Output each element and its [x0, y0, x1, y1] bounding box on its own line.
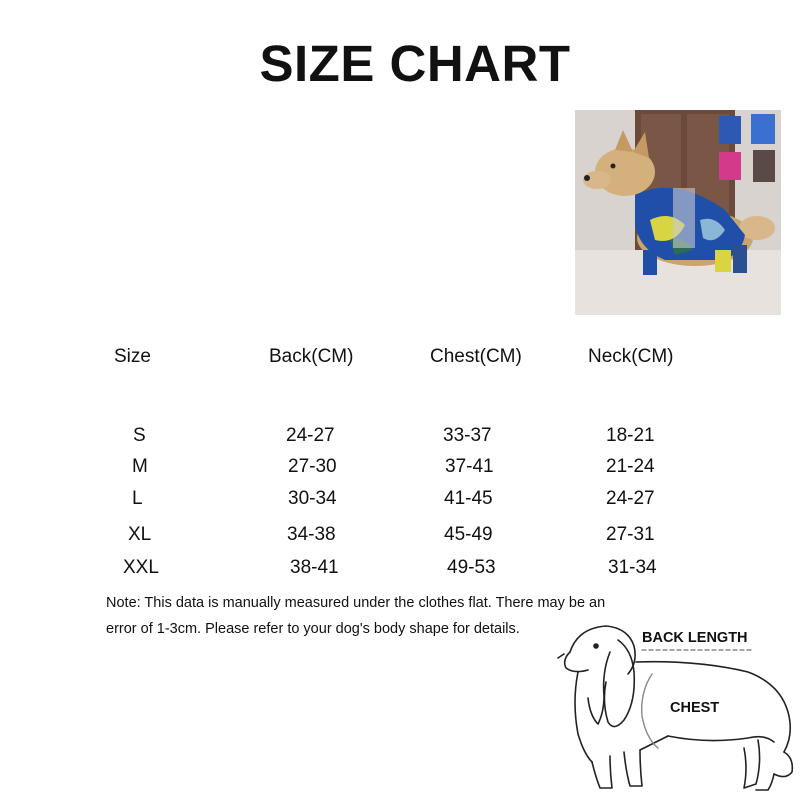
- measurement-diagram: [548, 612, 800, 805]
- table-cell-size: L: [132, 488, 143, 509]
- table-cell-size: M: [132, 456, 148, 477]
- product-photo: [575, 110, 781, 315]
- table-cell-back: 38-41: [290, 557, 339, 578]
- back-length-label: BACK LENGTH: [642, 630, 748, 646]
- header-size: Size: [114, 346, 151, 367]
- table-cell-back: 34-38: [287, 524, 336, 545]
- table-cell-neck: 31-34: [608, 557, 657, 578]
- table-cell-neck: 24-27: [606, 488, 655, 509]
- table-cell-back: 30-34: [288, 488, 337, 509]
- table-cell-size: XXL: [123, 557, 159, 578]
- header-back: Back(CM): [269, 346, 354, 367]
- note-line-1: Note: This data is manually measured under the clothes flat. There may be an: [106, 595, 606, 611]
- table-cell-neck: 27-31: [606, 524, 655, 545]
- table-cell-size: XL: [128, 524, 152, 545]
- table-cell-back: 27-30: [288, 456, 337, 477]
- table-cell-size: S: [133, 425, 146, 446]
- table-cell-neck: 21-24: [606, 456, 655, 477]
- table-cell-chest: 41-45: [444, 488, 493, 509]
- table-cell-chest: 49-53: [447, 557, 496, 578]
- chest-label: CHEST: [670, 700, 720, 716]
- table-cell-chest: 45-49: [444, 524, 493, 545]
- table-cell-chest: 37-41: [445, 456, 494, 477]
- header-neck: Neck(CM): [588, 346, 674, 367]
- page-title: SIZE CHART: [259, 35, 571, 92]
- table-cell-chest: 33-37: [443, 425, 492, 446]
- header-chest: Chest(CM): [430, 346, 522, 367]
- table-cell-back: 24-27: [286, 425, 335, 446]
- note-line-2: error of 1-3cm. Please refer to your dog's body shape for details.: [106, 621, 520, 637]
- table-cell-neck: 18-21: [606, 425, 655, 446]
